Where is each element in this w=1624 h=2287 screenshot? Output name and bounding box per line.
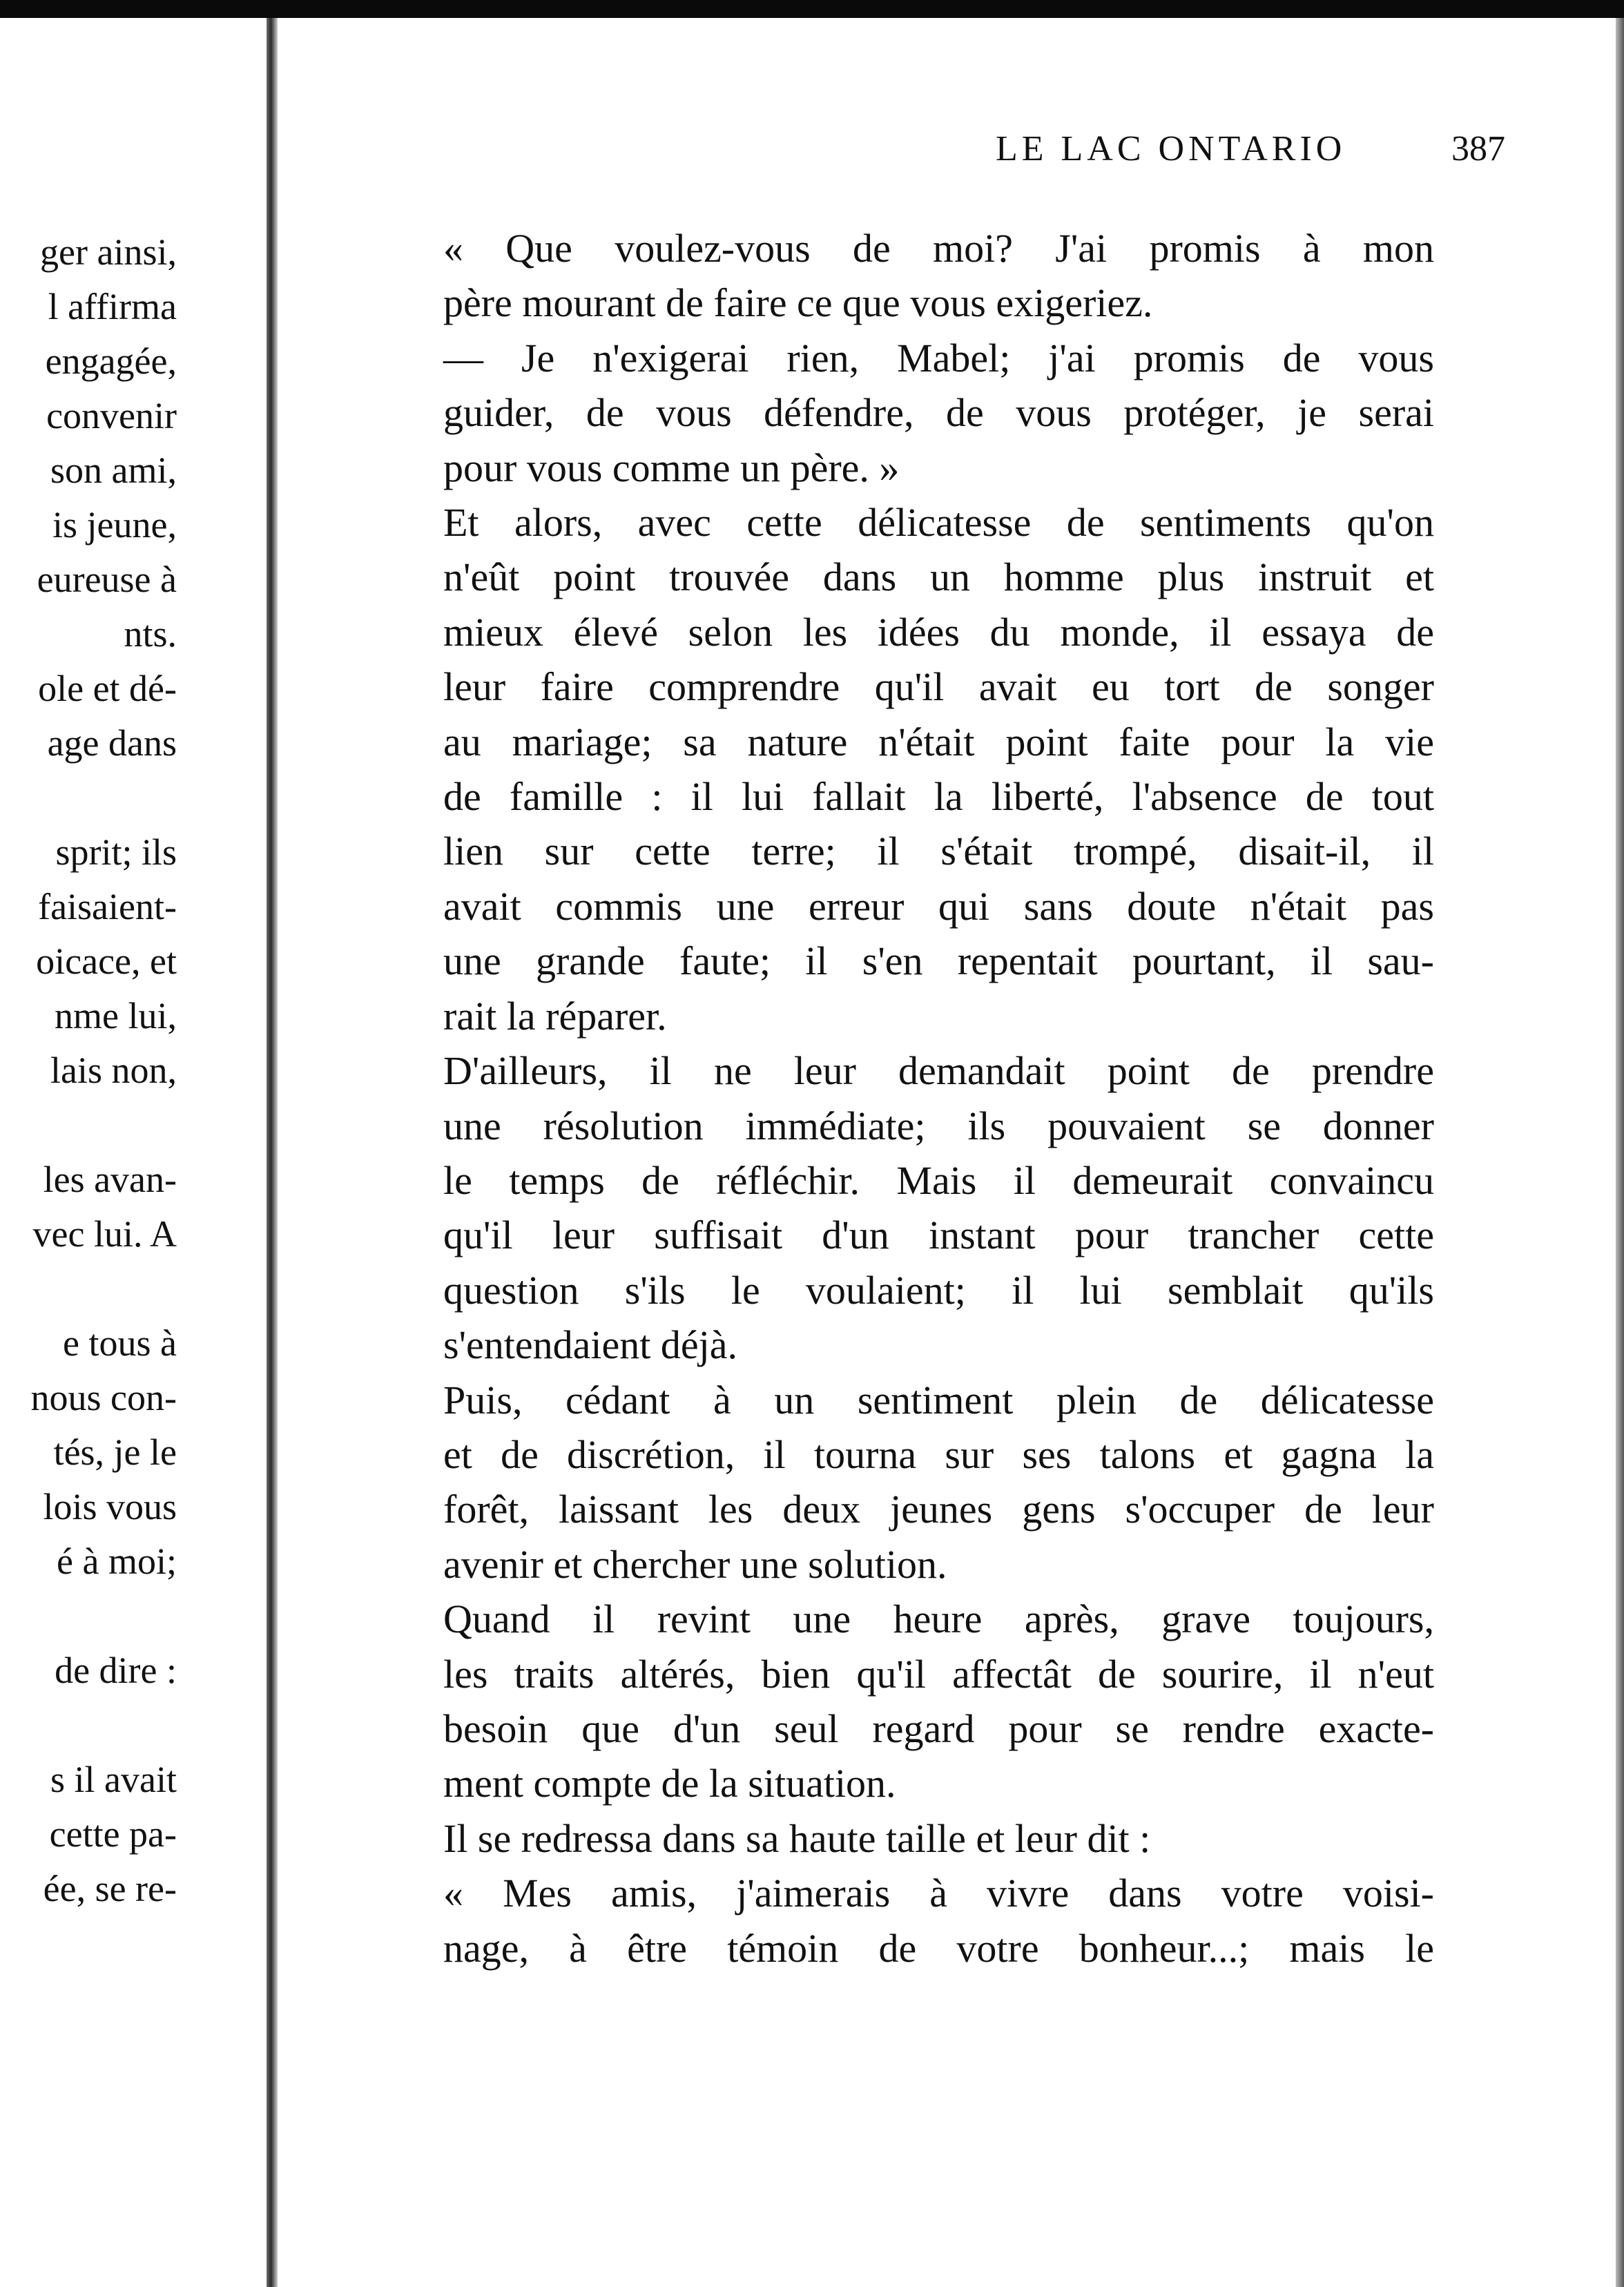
facing-line: ole et dé- [38,668,177,709]
text-line: lien sur cette terre; il s'était trompé, disait-il, il [443,829,1434,874]
scan-top-border [0,0,1624,18]
text-line: une grande faute; il s'en repentait pourtant, il sau- [443,938,1434,984]
text-line: Et alors, avec cette délicatesse de sentiments qu'on [443,500,1434,546]
text-line: ment compte de la situation. [443,1761,896,1806]
facing-line [31,1589,177,1643]
facing-line: s il avait [50,1759,177,1800]
text-line: nage, à être témoin de votre bonheur...; mais le [443,1925,1434,1971]
facing-line: nme lui, [55,995,177,1036]
text-line: Il se redressa dans sa haute taille et leur dit : [443,1815,1151,1861]
facing-line [31,771,177,825]
facing-line: oicace, et [36,940,177,982]
text-line: au mariage; sa nature n'était point faite pour la vie [443,719,1434,764]
paragraph [398,1866,1434,1976]
facing-line: convenir [46,395,177,436]
text-line: avenir et chercher une solution. [443,1541,947,1587]
text-line: qu'il leur suffisait d'un instant pour trancher cette [443,1213,1434,1258]
text-line: rait la réparer. [443,993,667,1039]
facing-page-fragment [0,18,267,2287]
text-line: les traits altérés, bien qu'il affectât de sourire, il n'eut [443,1651,1434,1697]
facing-line: eureuse à [37,559,177,600]
facing-line: ger ainsi, [40,231,177,273]
facing-line: e tous à [63,1322,177,1364]
running-title: LE LAC ONTARIO [996,129,1346,168]
paragraph [398,1043,1434,1372]
text-line: mieux élevé selon les idées du monde, il essaya de [443,609,1434,655]
text-line: forêt, laissant les deux jeunes gens s'occuper de leur [443,1487,1434,1532]
text-line: de famille : il lui fallait la liberté, l'absence de tout [443,774,1434,820]
text-line: s'entendaient déjà. [443,1322,737,1368]
text-line: D'ailleurs, il ne leur demandait point de prendre [443,1048,1434,1094]
text-line: n'eût point trouvée dans un homme plus instruit et [443,554,1434,600]
text-line: avait commis une erreur qui sans doute n'était pas [443,883,1434,929]
facing-line: engagée, [45,340,177,382]
text-line: guider, de vous défendre, de vous protéger, je serai [443,390,1434,436]
text-line: et de discrétion, il tourna sur ses talons et gagna la [443,1431,1434,1477]
facing-line: cette pa- [49,1813,177,1855]
facing-line: lais non, [50,1050,177,1091]
paragraph [398,221,1434,331]
facing-page-text [31,225,177,1916]
facing-line: nous con- [30,1377,177,1418]
text-line: Quand il revint une heure après, grave toujours, [443,1596,1434,1642]
text-line: le temps de réfléchir. Mais il demeurait convaincu [443,1157,1434,1203]
paragraph [398,331,1434,495]
facing-line: is jeune, [52,504,177,546]
paragraph [398,1811,1434,1866]
text-line: père mourant de faire ce que vous exigeriez. [443,280,1153,326]
facing-line: tés, je le [53,1431,177,1473]
paragraph [398,1592,1434,1811]
facing-line: sprit; ils [55,831,177,873]
facing-line: les avan- [43,1159,177,1200]
book-gutter [267,18,278,2287]
facing-line: ée, se re- [43,1868,177,1909]
facing-line [31,1098,177,1152]
facing-line: l affirma [48,286,177,327]
text-line: question s'ils le voulaient; il lui semblait qu'ils [443,1267,1434,1313]
text-line: Puis, cédant à un sentiment plein de délicatesse [443,1377,1434,1422]
facing-line: lois vous [43,1486,177,1527]
facing-line [31,1698,177,1753]
text-line: pour vous comme un père. » [443,445,900,490]
facing-line: faisaient- [38,886,177,927]
facing-line: vec lui. A [32,1213,177,1255]
facing-line: age dans [47,722,177,764]
paragraph [398,495,1434,1043]
text-line: « Mes amis, j'aimerais à vivre dans votre voisi- [443,1871,1434,1916]
paragraph [398,1373,1434,1592]
book-page [278,18,1616,2287]
facing-line: son ami, [50,450,177,491]
facing-line: nts. [124,613,177,655]
facing-line: de dire : [55,1650,177,1691]
facing-line [31,1262,177,1316]
page-number: 387 [1451,129,1505,168]
facing-line: é à moi; [57,1541,177,1582]
page-body-text [398,221,1434,1976]
text-line: besoin que d'un seul regard pour se rendre exacte- [443,1706,1434,1751]
text-line: une résolution immédiate; ils pouvaient se donner [443,1103,1434,1148]
text-line: leur faire comprendre qu'il avait eu tort de songer [443,664,1434,710]
text-line: — Je n'exigerai rien, Mabel; j'ai promis de vous [443,335,1434,380]
text-line: « Que voulez-vous de moi? J'ai promis à mon [443,226,1434,271]
scan-right-border [1616,18,1624,2287]
